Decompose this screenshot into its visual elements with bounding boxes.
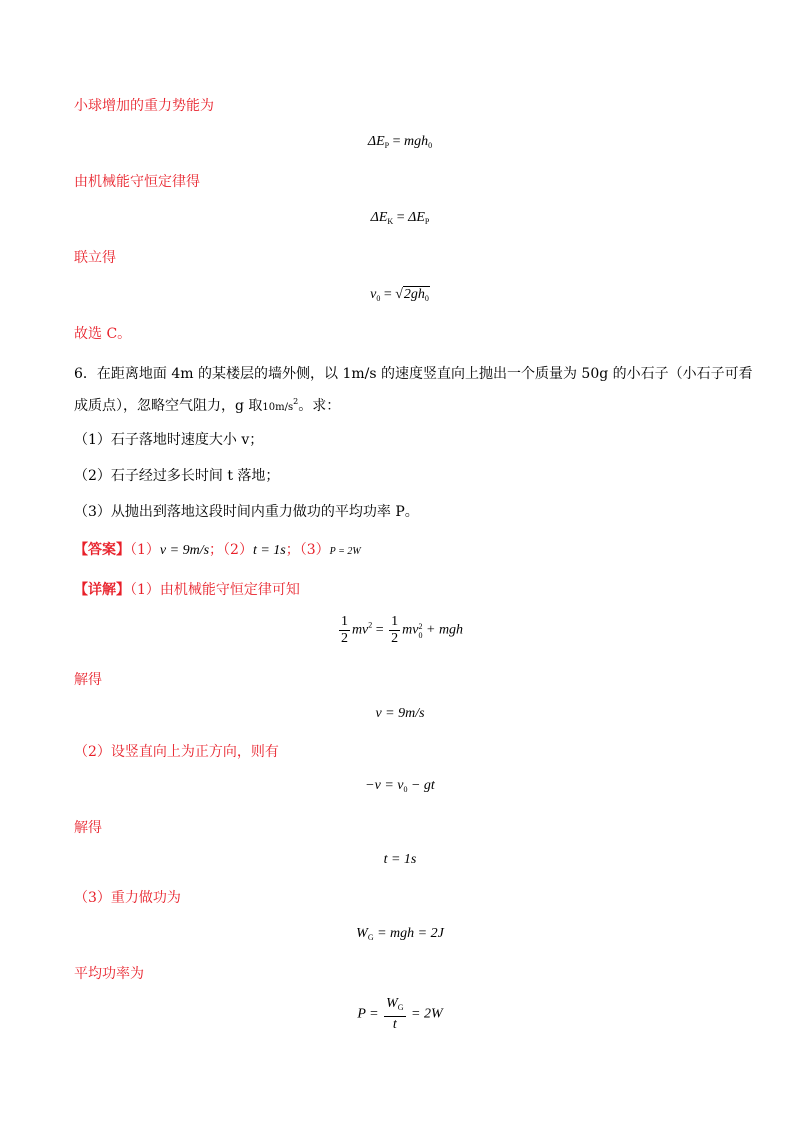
text-line: 平均功率为 — [74, 966, 144, 982]
equation-energy-conservation: $\Delta E_K = \Delta E_P$ — [370, 210, 430, 226]
equation-mechanical-energy: $\frac{1}{2}$ $mv^2$ = $\frac{1}{2}$ mv 2 0 + mgh — [340, 614, 464, 646]
text-line: 解得 — [74, 820, 102, 836]
question-sub-item: （2）石子经过多长时间 t 落地； — [74, 468, 280, 484]
text-line: 解得 — [74, 672, 102, 688]
detail-line: （3）重力做功为 — [74, 890, 181, 906]
equation-time-result: t = 1s — [383, 852, 417, 867]
text-line: 联立得 — [74, 250, 116, 266]
text-line: 由机械能守恒定律得 — [74, 174, 200, 190]
question-sub-item: （1）石子落地时速度大小 v； — [74, 432, 264, 448]
answer-line: 【答案】（1）v = 9m/s；（2）t = 1s；（3）P = 2W — [74, 542, 361, 558]
question-text: 6．在距离地面 4m 的某楼层的墙外侧，以 1m/s 的速度竖直向上抛出一个质量为 50g 的小石子（小石子可看 — [74, 366, 753, 382]
detail-tag: 【详解】 — [74, 582, 130, 598]
question-text: 成质点），忽略空气阻力，g 取$10m/s^2$。求： — [74, 397, 341, 414]
detail-line: （2）设竖直向上为正方向，则有 — [74, 744, 279, 760]
text-line: 故选 C。 — [74, 326, 132, 342]
equation-work: $W_G$ = mgh = 2J — [356, 926, 444, 942]
question-sub-item: （3）从抛出到落地这段时间内重力做功的平均功率 P。 — [74, 504, 419, 520]
equation-velocity-result: v = 9m/s — [375, 706, 425, 721]
equation-initial-velocity: $v_0 = √2gh_0$ — [370, 287, 429, 303]
equation-kinematics: $-v = v_0$ − gt — [365, 778, 435, 794]
detail-line: 【详解】（1）由机械能守恒定律可知 — [74, 582, 300, 598]
equation-potential-energy: $\Delta E_P = mgh_0$ — [367, 134, 433, 150]
equation-average-power: P = $\frac{W_G}{t}$ = 2W — [357, 996, 443, 1032]
answer-tag: 【答案】 — [74, 542, 130, 558]
text-line: 小球增加的重力势能为 — [74, 98, 214, 114]
